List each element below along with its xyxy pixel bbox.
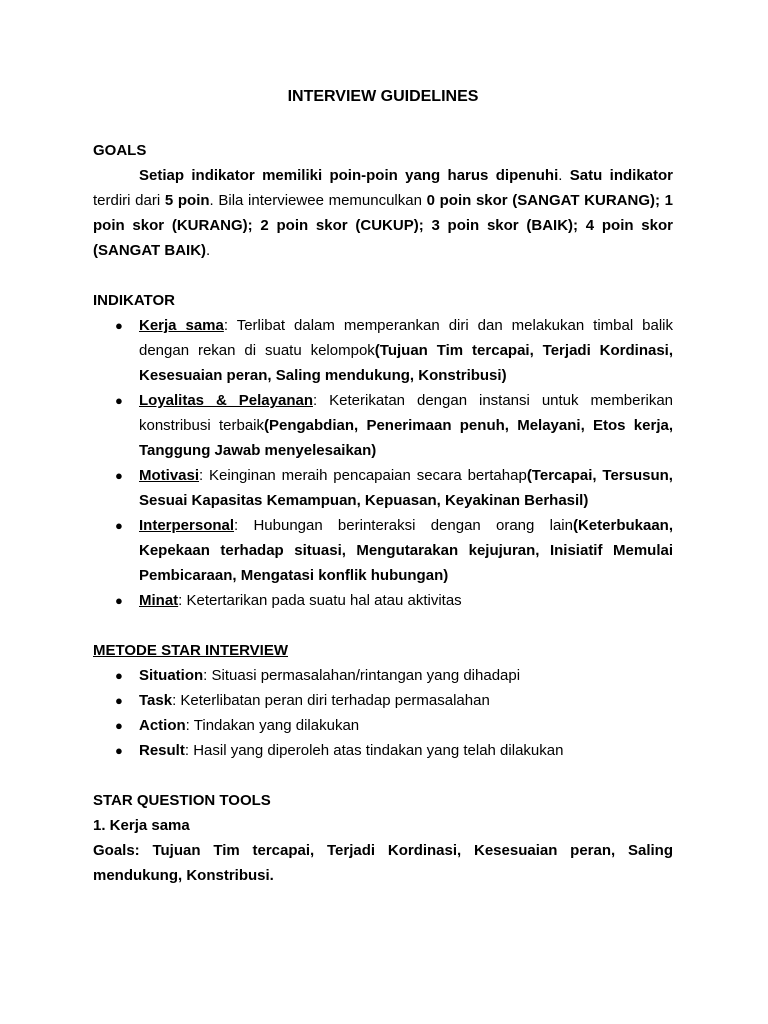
bullet-icon: ● <box>115 743 123 758</box>
star-method-desc: Hasil yang diperoleh atas tindakan yang telah dilakukan <box>193 742 564 759</box>
indikator-heading: INDIKATOR <box>93 292 175 309</box>
goals-text-7: 0 poin skor (SANGAT KURANG); 1 poin skor (KURANG); 2 poin skor (CUKUP); 3 poin skor (BAIK); 4 poin skor (SANGAT BAIK) <box>93 192 674 259</box>
goals-text-8: . <box>206 242 211 259</box>
goals-text-4: terdiri dari <box>93 192 165 209</box>
star-method-list <box>93 663 673 763</box>
star-method-item <box>93 738 673 763</box>
indikator-term: Minat <box>139 592 179 609</box>
indikator-sep: : <box>223 317 237 334</box>
indikator-term: Interpersonal <box>139 517 235 534</box>
star-method-term: Task <box>139 692 173 709</box>
goals-paragraph <box>93 163 673 263</box>
bullet-icon: ● <box>115 318 123 333</box>
indikator-term: Kerja sama <box>139 317 224 334</box>
star-method-item <box>93 688 673 713</box>
goals-text-2: . <box>558 167 570 184</box>
star-method-heading-text: METODE STAR INTERVIEW <box>93 642 289 659</box>
star-method-desc: Situasi permasalahan/rintangan yang dihadapi <box>211 667 521 684</box>
star-tools-goals: Goals: Tujuan Tim tercapai, Terjadi Kordinasi, Kesesuaian peran, Saling mendukung, Konstribusi. <box>93 842 673 884</box>
star-tools-heading: STAR QUESTION TOOLS <box>93 792 271 809</box>
star-tools-subheading: 1. Kerja sama <box>93 817 190 834</box>
star-method-term: Situation <box>139 667 204 684</box>
bullet-icon: ● <box>115 693 123 708</box>
indikator-sep: : <box>234 517 254 534</box>
indikator-list <box>93 313 673 613</box>
indikator-detail: (Pengabdian, Penerimaan penuh, Melayani, Etos kerja, Tanggung Jawab menyelesaikan) <box>139 417 673 459</box>
star-method-heading <box>93 638 673 663</box>
star-method-desc: Keterlibatan peran diri terhadap permasalahan <box>180 692 490 709</box>
bullet-icon: ● <box>115 468 123 483</box>
star-method-sep: : <box>172 692 181 709</box>
indikator-item <box>93 388 673 463</box>
indikator-term: Loyalitas & Pelayanan <box>139 392 313 409</box>
star-method-desc: Tindakan yang dilakukan <box>193 717 360 734</box>
indikator-desc: Keinginan meraih pencapaian secara bertahap <box>209 467 527 484</box>
spacer <box>93 763 673 788</box>
indikator-term: Motivasi <box>139 467 200 484</box>
bullet-icon: ● <box>115 393 123 408</box>
indikator-item <box>93 588 673 613</box>
document-title: INTERVIEW GUIDELINES <box>287 88 479 105</box>
star-method-sep: : <box>185 717 194 734</box>
bullet-icon: ● <box>115 593 123 608</box>
bullet-icon: ● <box>115 718 123 733</box>
indikator-item <box>93 513 673 588</box>
spacer <box>93 263 673 288</box>
bullet-icon: ● <box>115 518 123 533</box>
indikator-desc: Keterikatan dengan instansi untuk memberikan konstribusi terbaik <box>139 392 674 434</box>
star-method-item <box>93 663 673 688</box>
goals-text-1: Setiap indikator memiliki poin-poin yang harus dipenuhi <box>139 167 559 184</box>
goals-text-5: 5 poin <box>164 192 210 209</box>
indikator-detail: (Tercapai, Tersusun, Sesuai Kapasitas Kemampuan, Kepuasan, Keyakinan Berhasil) <box>139 467 673 509</box>
indikator-desc: Terlibat dalam memperankan diri dan melakukan timbal balik dengan rekan di suatu kelompok <box>139 317 673 359</box>
star-method-term: Result <box>139 742 185 759</box>
indikator-desc: Hubungan berinteraksi dengan orang lain <box>253 517 573 534</box>
bullet-icon: ● <box>115 668 123 683</box>
spacer <box>93 613 673 638</box>
indikator-item <box>93 313 673 388</box>
indikator-sep: : <box>178 592 187 609</box>
star-method-term: Action <box>139 717 186 734</box>
star-method-sep: : <box>203 667 212 684</box>
goals-text-6: . Bila interviewee memunculkan <box>209 192 427 209</box>
indikator-detail: (Keterbukaan, Kepekaan terhadap situasi, Mengutarakan kejujuran, Inisiatif Memulai Pembicaraan, Mengatasi konflik hubungan) <box>139 517 673 584</box>
indikator-sep: : <box>199 467 210 484</box>
star-method-sep: : <box>184 742 194 759</box>
indikator-desc: Ketertarikan pada suatu hal atau aktivitas <box>186 592 462 609</box>
goals-heading: GOALS <box>93 142 147 159</box>
goals-text-3: Satu indikator <box>569 167 674 184</box>
indikator-detail: (Tujuan Tim tercapai, Terjadi Kordinasi, Kesesuaian peran, Saling mendukung, Konstribusi) <box>139 342 673 384</box>
indikator-sep: : <box>313 392 330 409</box>
star-method-item <box>93 713 673 738</box>
indikator-item <box>93 463 673 513</box>
